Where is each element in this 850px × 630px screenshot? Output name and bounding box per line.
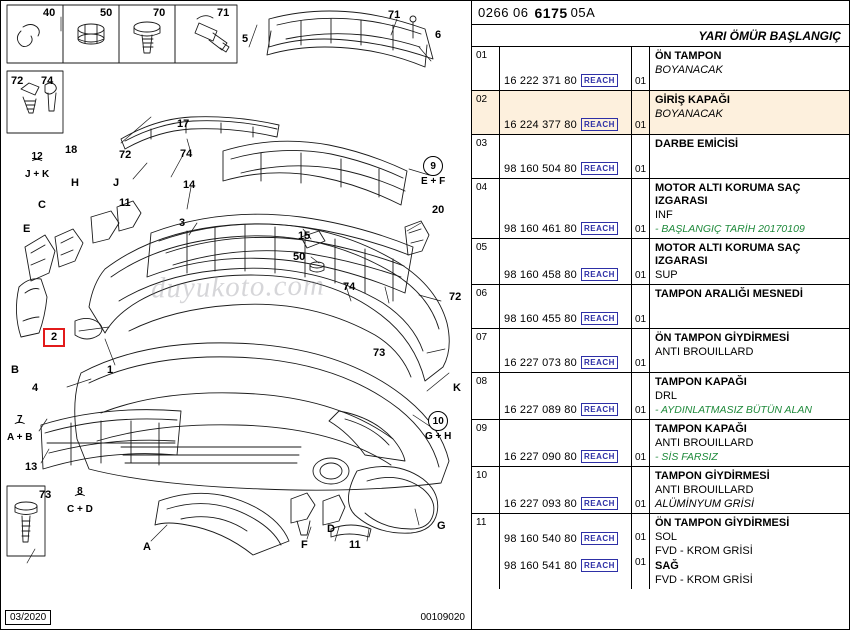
callout-group-10 xyxy=(425,411,451,442)
row-description xyxy=(650,179,849,238)
callout-71-a: 71 xyxy=(217,7,230,19)
callout-f: F xyxy=(301,539,308,551)
part-title: ÖN TAMPON xyxy=(655,50,722,62)
part-number: 98 160 541 80 xyxy=(504,559,577,572)
row-index: 09 xyxy=(472,420,500,466)
callout-d: D xyxy=(327,523,335,535)
ref-prefix: 0266 06 xyxy=(478,5,529,20)
row-part-reference xyxy=(500,373,632,419)
table-row[interactable] xyxy=(472,239,849,285)
part-variant: ANTI BROUILLARD xyxy=(655,437,754,449)
row-quantity: 01 xyxy=(632,285,650,328)
callout-3: 3 xyxy=(179,217,186,229)
callout-18: 18 xyxy=(65,144,78,156)
part-number: 98 160 504 80 xyxy=(504,162,577,175)
callout-73-b: 73 xyxy=(373,347,386,359)
reach-badge: REACH xyxy=(581,268,618,281)
row-quantity: 01 xyxy=(632,373,650,419)
part-note-right: FVD - KROM GRİSİ xyxy=(655,574,753,586)
row-description xyxy=(650,239,849,284)
row-index: 11 xyxy=(472,514,500,589)
part-side-right: SAĞ xyxy=(655,560,679,572)
part-variant: ANTI BROUILLARD xyxy=(655,484,754,496)
row-description xyxy=(650,285,849,328)
callout-74-a: 74 xyxy=(41,75,54,87)
row-index: 08 xyxy=(472,373,500,419)
row-index: 06 xyxy=(472,285,500,328)
row-part-reference xyxy=(500,285,632,328)
ref-main: 6175 xyxy=(534,4,568,21)
row-quantity: 01 xyxy=(632,467,650,513)
row-index: 04 xyxy=(472,179,500,238)
row-part-reference xyxy=(500,467,632,513)
part-variant: INF xyxy=(655,209,673,221)
parts-rows xyxy=(472,47,849,629)
row-quantity: 01 xyxy=(632,239,650,284)
row-quantity: 01 xyxy=(632,420,650,466)
callout-50-a: 50 xyxy=(100,7,113,19)
row-part-reference xyxy=(500,329,632,372)
part-variant: ANTI BROUILLARD xyxy=(655,346,754,358)
parts-table-panel xyxy=(471,1,849,629)
part-title: TAMPON KAPAĞI xyxy=(655,376,747,388)
row-index: 02 xyxy=(472,91,500,134)
callout-a: A xyxy=(143,541,151,553)
part-number: 16 227 089 80 xyxy=(504,403,577,416)
row-index: 05 xyxy=(472,239,500,284)
row-description xyxy=(650,135,849,178)
callout-j-plus-k: J + K xyxy=(25,169,50,180)
part-number: 98 160 461 80 xyxy=(504,222,577,235)
table-row-selected[interactable] xyxy=(472,91,849,135)
callout-a-plus-b: A + B xyxy=(7,432,33,443)
callout-7: 7 xyxy=(16,414,23,425)
row-part-reference xyxy=(500,420,632,466)
callout-c: C xyxy=(38,199,46,211)
row-quantity: 01 xyxy=(632,179,650,238)
callout-11-b: 11 xyxy=(119,197,131,209)
table-row[interactable] xyxy=(472,329,849,373)
callout-71-b: 71 xyxy=(388,9,401,21)
row-part-reference xyxy=(500,47,632,90)
callout-9: 9 xyxy=(423,156,443,176)
callout-b: B xyxy=(11,364,19,376)
reach-badge: REACH xyxy=(581,532,618,545)
row-quantity: 01 xyxy=(632,135,650,178)
callout-20: 20 xyxy=(432,204,445,216)
part-title: MOTOR ALTI KORUMA SAÇ IZGARASI xyxy=(655,242,801,267)
part-number: 16 227 090 80 xyxy=(504,450,577,463)
callout-6: 6 xyxy=(435,29,442,41)
reach-badge: REACH xyxy=(581,356,618,369)
document-reference-header xyxy=(472,1,849,25)
part-date-note: - BAŞLANGIÇ TARİH 20170109 xyxy=(655,223,805,235)
part-note-left: FVD - KROM GRİSİ xyxy=(655,545,753,557)
part-number: 98 160 455 80 xyxy=(504,312,577,325)
part-condition-note: - SİS FARSIZ xyxy=(655,451,718,463)
callout-74-b: 74 xyxy=(343,281,356,293)
callout-40: 40 xyxy=(43,7,56,19)
callout-e: E xyxy=(23,223,31,235)
row-description xyxy=(650,420,849,466)
part-variant: DRL xyxy=(655,390,678,402)
callout-c-plus-d: C + D xyxy=(67,504,93,515)
table-row[interactable] xyxy=(472,135,849,179)
row-description xyxy=(650,373,849,419)
watermark: duyukoto.com xyxy=(150,269,326,305)
row-quantity: 01 xyxy=(634,532,647,543)
reach-badge: REACH xyxy=(581,222,618,235)
row-part-reference xyxy=(500,135,632,178)
table-row[interactable] xyxy=(472,467,849,514)
callout-g-plus-h: G + H xyxy=(425,431,452,442)
part-title: ÖN TAMPON GİYDİRMESİ xyxy=(655,332,790,344)
callout-8: 8 xyxy=(77,486,83,497)
reach-badge: REACH xyxy=(581,559,618,572)
callout-74-c: 74 xyxy=(180,148,193,160)
callout-2-highlighted: 2 xyxy=(43,328,65,347)
row-description xyxy=(650,91,849,134)
row-part-reference xyxy=(500,91,632,134)
row-quantity: 01 xyxy=(632,91,650,134)
callout-15: 15 xyxy=(298,230,311,242)
callout-72-c: 72 xyxy=(119,149,132,161)
ref-suffix: 05A xyxy=(570,5,596,20)
callout-1: 1 xyxy=(107,364,114,376)
callout-12: 12 xyxy=(31,151,43,162)
table-row[interactable] xyxy=(472,179,849,239)
row-description xyxy=(650,514,849,589)
part-number: 16 222 371 80 xyxy=(504,74,577,87)
callout-11: 11 xyxy=(349,539,361,551)
row-part-reference xyxy=(500,239,632,284)
reach-badge: REACH xyxy=(581,118,618,131)
drawing-code: 00109020 xyxy=(420,612,465,623)
callout-14: 14 xyxy=(183,179,196,191)
row-description xyxy=(650,47,849,90)
callout-5: 5 xyxy=(242,33,249,45)
part-note-italic: ALÜMİNYUM GRİSİ xyxy=(655,498,755,510)
row-description xyxy=(650,329,849,372)
table-row[interactable] xyxy=(472,420,849,467)
date-stamp: 03/2020 xyxy=(5,610,51,625)
reach-badge: REACH xyxy=(581,74,618,87)
table-row[interactable] xyxy=(472,373,849,420)
callout-50-b: 50 xyxy=(293,251,306,263)
callout-70: 70 xyxy=(153,7,166,19)
callout-group-7: 7 ⌒ A + B xyxy=(7,414,33,443)
row-index: 01 xyxy=(472,47,500,90)
part-number: 16 224 377 80 xyxy=(504,118,577,131)
part-title: TAMPON GİYDİRMESİ xyxy=(655,470,770,482)
row-part-reference-group xyxy=(500,514,632,589)
row-quantity: 01 xyxy=(632,47,650,90)
callout-10: 10 xyxy=(428,411,448,431)
row-part-reference xyxy=(500,179,632,238)
callout-group-12: 12 ⌒ J + K xyxy=(25,151,50,180)
callout-e-plus-f: E + F xyxy=(421,176,446,187)
part-number: 98 160 458 80 xyxy=(504,268,577,281)
callout-4: 4 xyxy=(32,382,39,394)
part-note-italic: BOYANACAK xyxy=(655,64,723,76)
exploded-parts-diagram xyxy=(1,1,471,629)
table-row[interactable] xyxy=(472,47,849,91)
callout-72-a: 72 xyxy=(11,75,24,87)
part-title: GİRİŞ KAPAĞI xyxy=(655,94,730,106)
callout-h: H xyxy=(71,177,79,189)
row-description xyxy=(650,467,849,513)
part-title: TAMPON ARALIĞI MESNEDİ xyxy=(655,288,803,300)
part-variant: SUP xyxy=(655,269,678,281)
reach-badge: REACH xyxy=(581,403,618,416)
callout-group-8: 8 ⌒ C + D xyxy=(67,486,93,515)
part-title: DARBE EMİCİSİ xyxy=(655,138,739,150)
part-condition-note: - AYDINLATMASIZ BÜTÜN ALAN xyxy=(655,404,812,416)
callout-j: J xyxy=(113,177,120,189)
reach-badge: REACH xyxy=(581,497,618,510)
section-subtitle: YARI ÖMÜR BAŞLANGIÇ xyxy=(472,25,849,47)
callout-72-b: 72 xyxy=(449,291,462,303)
row-quantity: 01 xyxy=(632,329,650,372)
row-index: 07 xyxy=(472,329,500,372)
table-row[interactable] xyxy=(472,285,849,329)
part-title: TAMPON KAPAĞI xyxy=(655,423,747,435)
part-number: 16 227 073 80 xyxy=(504,356,577,369)
callout-group-9 xyxy=(421,156,445,187)
part-note-italic: BOYANACAK xyxy=(655,108,723,120)
reach-badge: REACH xyxy=(581,450,618,463)
part-number: 98 160 540 80 xyxy=(504,532,577,545)
row-index: 10 xyxy=(472,467,500,513)
part-title: ÖN TAMPON GİYDİRMESİ xyxy=(655,517,790,529)
callout-17: 17 xyxy=(177,118,190,130)
row-index: 03 xyxy=(472,135,500,178)
callout-13: 13 xyxy=(25,461,38,473)
row-quantity: 01 xyxy=(634,557,647,568)
reach-badge: REACH xyxy=(581,162,618,175)
reach-badge: REACH xyxy=(581,312,618,325)
callout-g: G xyxy=(437,520,446,532)
part-number: 16 227 093 80 xyxy=(504,497,577,510)
table-row-multi[interactable] xyxy=(472,514,849,589)
callout-73: 73 xyxy=(39,489,52,501)
row-quantity-group xyxy=(632,514,650,589)
part-title: MOTOR ALTI KORUMA SAÇ IZGARASI xyxy=(655,182,801,207)
callout-k: K xyxy=(453,382,461,394)
part-side-left: SOL xyxy=(655,531,678,543)
diagram-linework xyxy=(1,1,471,629)
